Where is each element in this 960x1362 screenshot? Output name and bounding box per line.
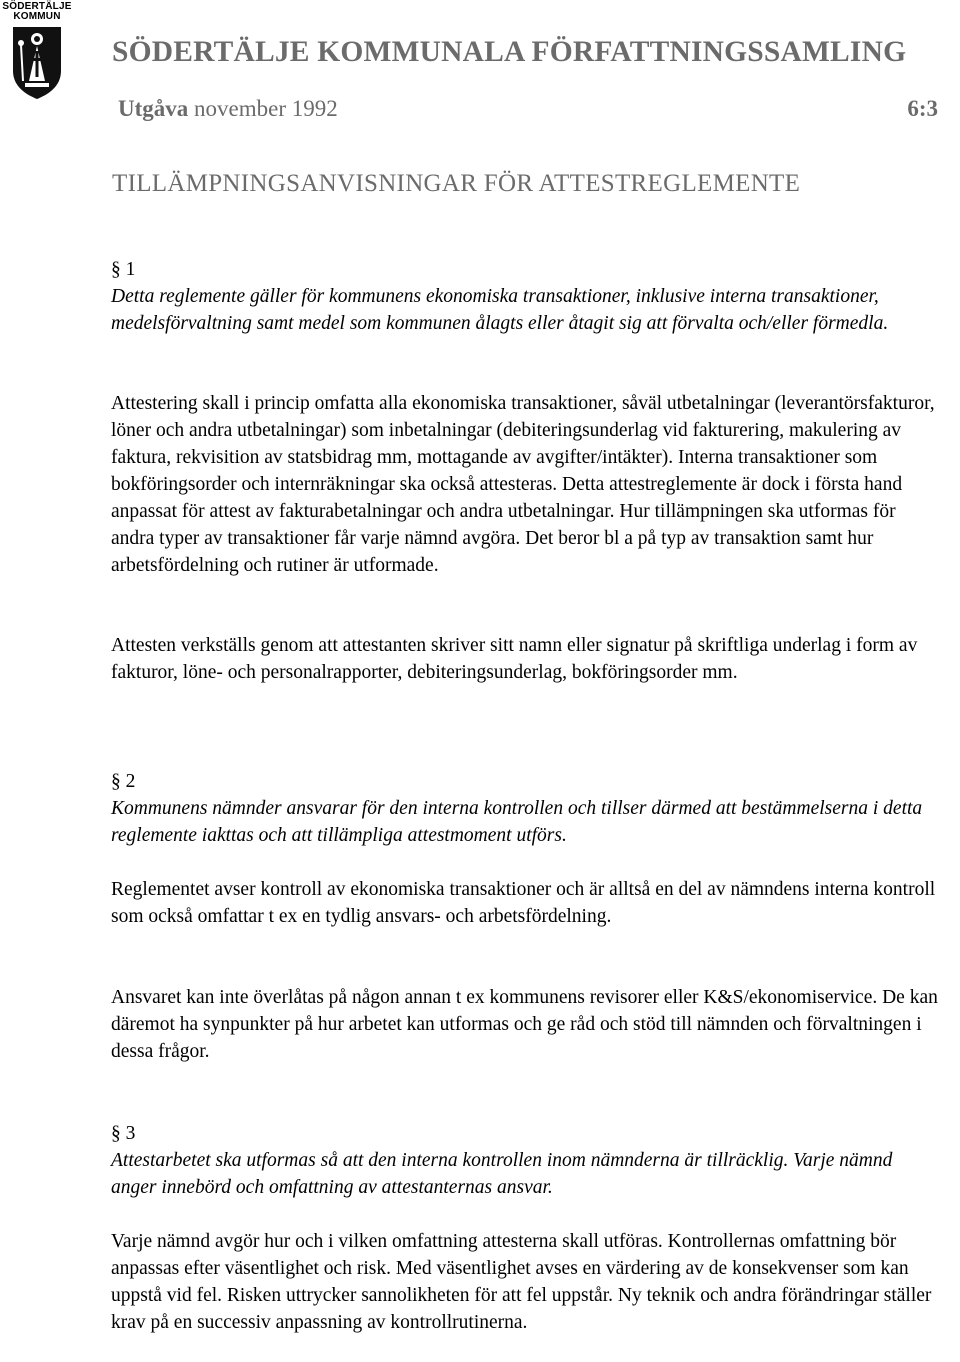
- section-2-rule: Kommunens nämnder ansvarar för den interna kontrollen och tillser därmed att bestämmelserna i detta reglemente iakttas och att tillämpliga attestmoment utförs.: [111, 798, 923, 846]
- section-1-paragraph-2: [111, 632, 941, 686]
- paragraph: Reglementet avser kontroll av ekonomiska transaktioner och är alltså en del av nämndens interna kontroll som också omfattar t ex en tydlig ansvars- och arbetsfördelning.: [111, 879, 936, 927]
- section-3-rule: Attestarbetet ska utformas så att den interna kontrollen inom nämnderna är tillräcklig. Varje nämnd anger innebörd och omfattning av attestanternas ansvar.: [111, 1150, 893, 1198]
- edition-date: november 1992: [188, 96, 338, 121]
- document-title: TILLÄMPNINGSANVISNINGAR FÖR ATTESTREGLEMENTE: [112, 170, 801, 197]
- section-1: [111, 256, 941, 337]
- coat-of-arms-icon: [11, 25, 63, 101]
- paragraph: Attestering skall i princip omfatta alla ekonomiska transaktioner, såväl utbetalningar (leverantörsfakturor, löner och andra utbetalningar) som inbetalningar (debiteringsunderlag vid fakturering, makulering av faktura, rekvisition av statsbidrag mm, mottagande av avgifter/intäkter). Interna transaktioner som bokföringsorder och internräkningar ska också attesteras. Detta attestreglemente är dock i första hand anpassat för attest av fakturabetalningar och andra utbetalningar. Hur tillämpningen ska utformas för andra typer av transaktioner får varje nämnd avgöra. Det beror bl a på typ av transaktion samt hur arbetsfördelning och rutiner är utformade.: [111, 393, 935, 576]
- section-2: [111, 768, 941, 849]
- section-1-paragraph-1: [111, 390, 941, 579]
- logo-text-line2: KOMMUN: [13, 11, 61, 22]
- section-number: 6:3: [907, 96, 938, 121]
- paragraph: Varje nämnd avgör hur och i vilken omfattning attesterna skall utföras. Kontrollernas omfattning bör anpassas efter väsentlighet och risk. Med väsentlighet avses en värdering av de konsekvenser som kan uppstå vid fel. Risken uttrycker sannolikheten för att fel uppstår. Ny teknik och andra förändringar ställer krav på en successiv anpassning av kontrollrutinerna.: [111, 1231, 932, 1333]
- edition-line: [118, 96, 338, 122]
- section-2-paragraph-2: [111, 984, 941, 1065]
- section-2-paragraph-1: [111, 876, 941, 930]
- logo-text-line1: SÖDERTÄLJE: [2, 1, 72, 12]
- section-1-rule: Detta reglemente gäller för kommunens ekonomiska transaktioner, inklusive interna transaktioner, medelsförvaltning samt medel som kommunen ålagts eller åtagit sig att förvalta och/eller förmedla.: [111, 286, 889, 334]
- section-3-number: § 3: [111, 1123, 136, 1144]
- section-3-paragraph-1: [111, 1228, 941, 1336]
- section-2-number: § 2: [111, 771, 136, 792]
- municipality-logo: [2, 2, 72, 102]
- section-1-number: § 1: [111, 259, 136, 280]
- paragraph: Ansvaret kan inte överlåtas på någon annan t ex kommunens revisorer eller K&S/ekonomiservice. De kan däremot ha synpunkter på hur arbetet kan utformas och ge råd och stöd till nämnden och förvaltningen i dessa frågor.: [111, 987, 938, 1062]
- edition-label: Utgåva: [118, 96, 189, 121]
- paragraph: Attesten verkställs genom att attestanten skriver sitt namn eller signatur på skriftliga underlag i form av fakturor, löne- och personalrapporter, debiteringsunderlag, bokföringsorder mm.: [111, 635, 918, 683]
- section-3: [111, 1120, 941, 1201]
- publication-title: SÖDERTÄLJE KOMMUNALA FÖRFATTNINGSSAMLING: [112, 36, 907, 68]
